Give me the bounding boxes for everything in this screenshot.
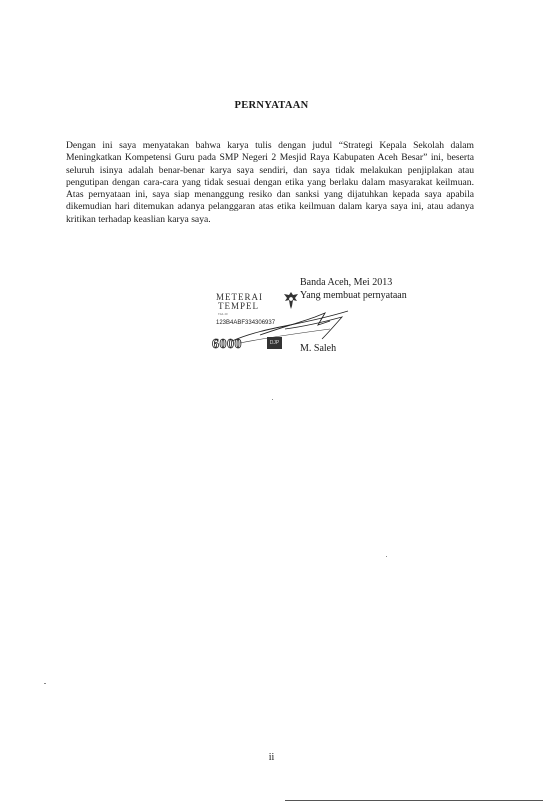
stamp-value: 6000 — [212, 337, 242, 352]
handwritten-signature — [230, 303, 350, 348]
stamp-label-tempel: TEMPEL — [218, 301, 259, 311]
statement-paragraph: Dengan ini saya menyatakan bahwa karya tulis dengan judul “Strategi Kepala Sekolah dalam Meningkatkan Kompetensi Guru pada SMP Negeri 2 Mesjid Raya Kabupaten Aceh Besar” ini, beserta seluruh isinya adalah benar-benar karya saya sendiri, dan saya tidak melakukan penjiplakan atau pengutipan dengan cara-cara yang tidak sesuai dengan etika yang berlaku dalam masyarakat keilmuan. Atas pernyataan ini, saya siap menanggung resiko dan sanksi yang dijatuhkan kepada saya apabila dikemudian hari ditemukan adanya pelanggaran atas etika keilmuan dalam karya saya ini, atau adanya kritikan terhadap keaslian karya saya. — [66, 140, 474, 225]
bottom-rule — [285, 800, 543, 801]
place-date: Banda Aceh, Mei 2013 — [300, 277, 393, 288]
stamp-label-meterai: METERAI — [216, 292, 263, 302]
scan-speck — [44, 683, 46, 684]
stamp-serial-number: 123B4ABF334306937 — [216, 320, 276, 326]
page-number: ii — [268, 752, 275, 763]
signer-name: M. Saleh — [300, 343, 337, 354]
scan-speck — [386, 556, 387, 557]
signer-role: Yang membuat pernyataan — [300, 290, 407, 301]
document-title: PERNYATAAN — [234, 100, 309, 111]
scan-speck — [272, 399, 273, 400]
stamp-suffix: DJP — [269, 340, 280, 346]
stamp-fine-print: TGL 20 — [218, 312, 228, 316]
